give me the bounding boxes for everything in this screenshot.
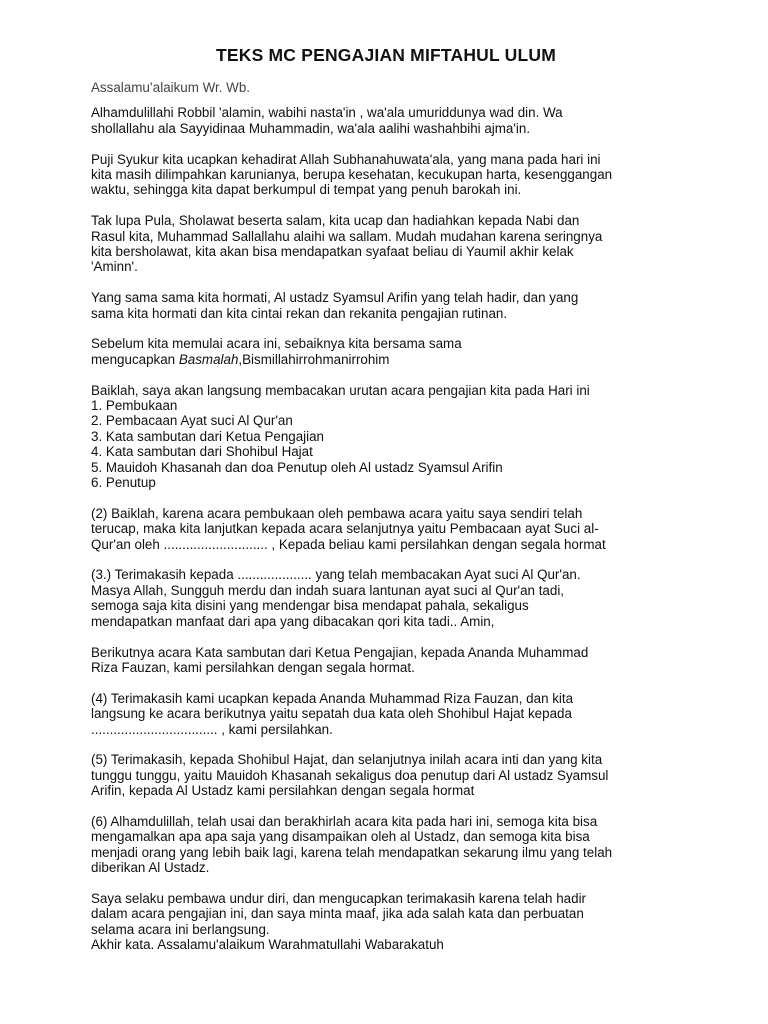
text-line: Qur'an oleh ............................ , Kepada beliau kami persilahkan dengan segala hormat: [91, 536, 606, 552]
text-line: kita masih dilimpahkan karunianya, berupa kesehatan, kecukupan harta, kesenggangan: [91, 167, 613, 183]
basmalah-suffix: ,Bismillahirrohmanirrohim: [238, 351, 390, 367]
document-title: TEKS MC PENGAJIAN MIFTAHUL ULUM: [216, 45, 556, 65]
greeting-line: Assalamu’alaikum Wr. Wb.: [91, 80, 250, 95]
paragraph-sholawat: [91, 213, 691, 275]
paragraph-puji-syukur: [91, 152, 691, 198]
text-line: dalam acara pengajian ini, dan saya minta maaf, jika ada salah kata dan perbuatan: [91, 906, 584, 922]
text-line: semoga saja kita disini yang mendengar bisa mendapat pahala, sekaligus: [91, 598, 529, 614]
text-line: .................................. , kami persilahkan.: [91, 721, 333, 737]
text-line: Baiklah, saya akan langsung membacakan urutan acara pengajian kita pada Hari ini: [91, 382, 590, 398]
text-line: Berikutnya acara Kata sambutan dari Ketua Pengajian, kepada Ananda Muhammad: [91, 644, 589, 660]
text-line: sama kita hormati dan kita cintai rekan dan rekanita pengajian rutinan.: [91, 305, 508, 321]
text-line: mendapatkan manfaat dari apa yang dibacakan qori kita tadi.. Amin,: [91, 613, 495, 629]
text-line: tunggu tunggu, yaitu Mauidoh Khasanah sekaligus doa penutup dari Al ustadz Syamsul: [91, 767, 609, 783]
text-line: Arifin, kepada Al Ustadz kami persilahkan dengan segala hormat: [91, 783, 475, 799]
text-line: mengamalkan apa apa saja yang disampaikan oleh al Ustadz, dan semoga kita bisa: [91, 829, 590, 845]
text-line: (6) Alhamdulillah, telah usai dan berakhirlah acara kita pada hari ini, semoga kita bisa: [91, 813, 598, 829]
text-line: Saya selaku pembawa undur diri, dan mengucapkan terimakasih karena telah hadir: [91, 890, 587, 906]
paragraph-hamdalah: [91, 105, 691, 136]
paragraph-step-6: [91, 814, 691, 876]
text-line: Tak lupa Pula, Sholawat beserta salam, kita ucap dan hadiahkan kepada Nabi dan: [91, 213, 580, 229]
agenda-item: 4. Kata sambutan dari Shohibul Hajat: [91, 444, 313, 460]
text-line: langsung ke acara berikutnya yaitu sepatah dua kata oleh Shohibul Hajat kepada: [91, 706, 572, 722]
text-line: Puji Syukur kita ucapkan kehadirat Allah Subhanahuwata'ala, yang mana pada hari ini: [91, 151, 601, 167]
agenda-item: 3. Kata sambutan dari Ketua Pengajian: [91, 428, 325, 444]
paragraph-agenda-intro: [91, 383, 691, 398]
text-line: menjadi orang yang lebih baik lagi, karena telah mendapatkan sekarung ilmu yang telah: [91, 844, 613, 860]
text-line: shollallahu ala Sayyidinaa Muhammadin, wa'ala aalihi washahbihi ajma'in.: [91, 120, 531, 136]
paragraph-hormat: [91, 290, 691, 321]
text-line: Masya Allah, Sungguh merdu dan indah suara lantunan ayat suci al Qur'an tadi,: [91, 582, 565, 598]
basmalah-italic: Basmalah: [178, 351, 239, 367]
closing-line: Akhir kata. Assalamu'alaikum Warahmatullahi Wabarakatuh: [91, 937, 444, 953]
paragraph-step-3: [91, 567, 691, 629]
text-line: (2) Baiklah, karena acara pembukaan oleh pembawa acara yaitu saya sendiri telah: [91, 505, 583, 521]
text-line: (4) Terimakasih kami ucapkan kepada Ananda Muhammad Riza Fauzan, dan kita: [91, 690, 574, 706]
paragraph-basmalah: [91, 336, 691, 367]
text-line: Sebelum kita memulai acara ini, sebaiknya kita bersama sama: [91, 336, 462, 352]
text-line: 'Aminn'.: [91, 259, 138, 275]
basmalah-prefix: mengucapkan: [91, 351, 179, 367]
agenda-item: 2. Pembacaan Ayat suci Al Qur'an: [91, 413, 293, 429]
agenda-item: 5. Mauidoh Khasanah dan doa Penutup oleh Al ustadz Syamsul Arifin: [91, 459, 503, 475]
text-line: Yang sama sama kita hormati, Al ustadz Syamsul Arifin yang telah hadir, dan yang: [91, 290, 579, 306]
paragraph-step-4: [91, 691, 691, 737]
paragraph-penutup: [91, 891, 691, 953]
agenda-list: [91, 398, 691, 490]
text-line: (3.) Terimakasih kepada .................... yang telah membacakan Ayat suci Al Qur'an.: [91, 567, 581, 583]
paragraph-step-2: [91, 506, 691, 552]
text-line: selama acara ini berlangsung.: [91, 921, 270, 937]
text-line: Riza Fauzan, kami persilahkan dengan segala hormat.: [91, 659, 415, 675]
document-page: [91, 44, 691, 953]
text-line: kita bersholawat, kita akan bisa mendapatkan syafaat beliau di Yaumil akhir kelak: [91, 244, 574, 260]
paragraph-sambutan: [91, 645, 691, 676]
agenda-item: 1. Pembukaan: [91, 398, 178, 414]
paragraph-step-5: [91, 752, 691, 798]
agenda-item: 6. Penutup: [91, 475, 156, 491]
text-line: [91, 352, 691, 367]
text-line: waktu, sehingga kita dapat berkumpul di tempat yang penuh barokah ini.: [91, 182, 522, 198]
text-line: (5) Terimakasih, kepada Shohibul Hajat, dan selanjutnya inilah acara inti dan yang kita: [91, 752, 603, 768]
text-line: terucap, maka kita lanjutkan kepada acara selanjutnya yaitu Pembacaan ayat Suci al-: [91, 521, 599, 537]
text-line: Alhamdulillahi Robbil 'alamin, wabihi nasta'in , wa'ala umuriddunya wad din. Wa: [91, 105, 563, 121]
text-line: Rasul kita, Muhammad Sallallahu alaihi wa sallam. Mudah mudahan karena seringnya: [91, 228, 603, 244]
text-line: diberikan Al Ustadz.: [91, 860, 210, 876]
